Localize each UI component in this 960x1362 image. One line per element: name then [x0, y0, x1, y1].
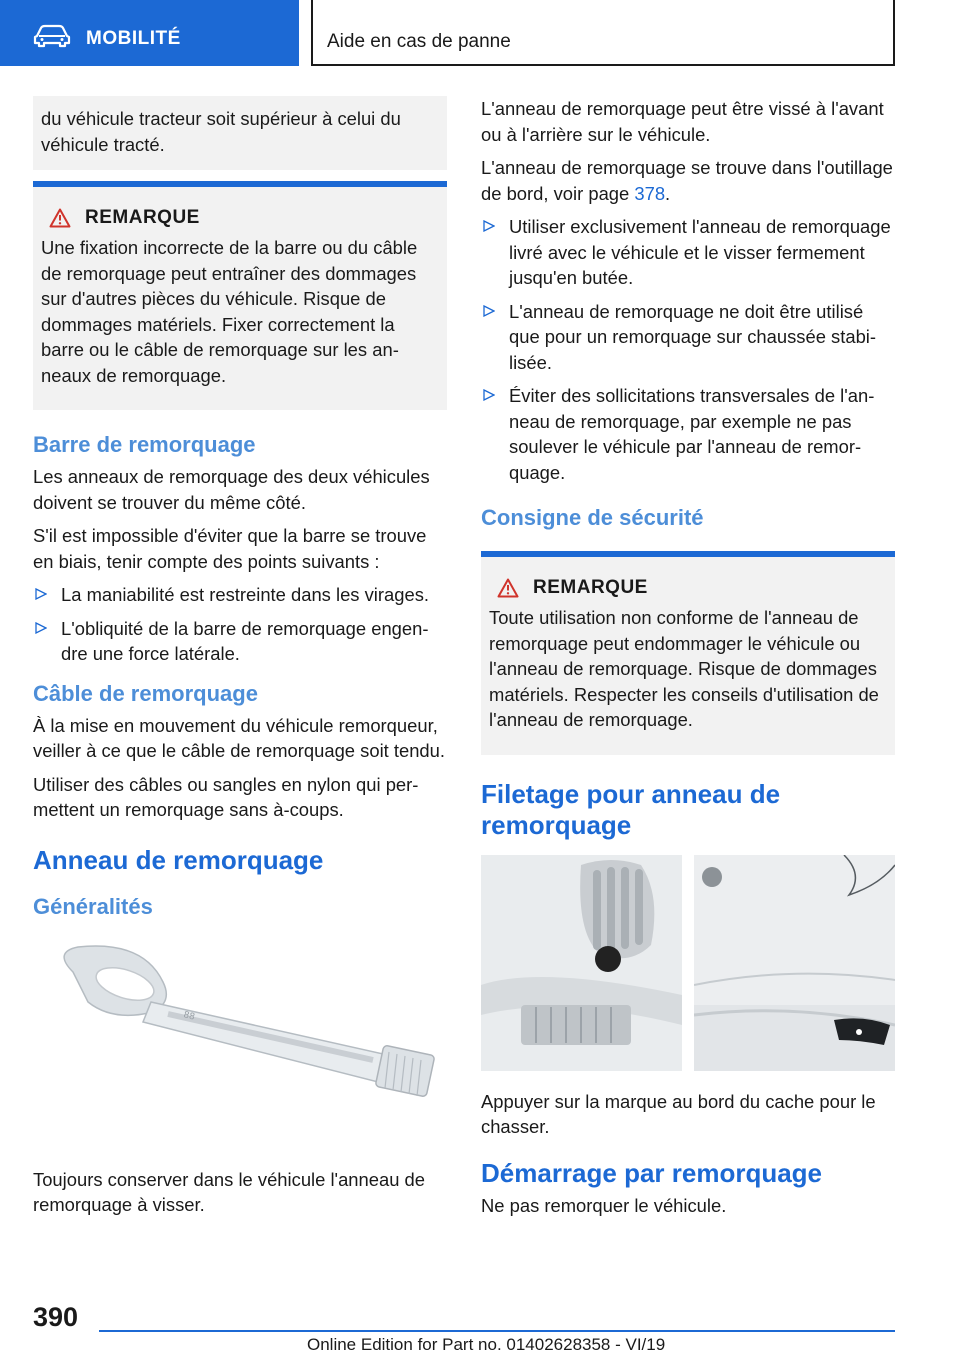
triangle-bullet-icon — [483, 220, 495, 232]
heading-general: Généralités — [33, 893, 153, 919]
thread-photos — [481, 855, 895, 1071]
heading-thread: Filetage pour anneau de remorquage — [481, 778, 781, 840]
paragraph-with-ref: L'anneau de remorquage se trouve dans l'outillage de bord, voir page 378. — [481, 157, 893, 204]
continued-notice — [33, 96, 447, 170]
triangle-bullet-icon — [483, 305, 495, 317]
left-column — [33, 96, 447, 1226]
notice-fixation — [33, 181, 447, 410]
page-reference-link[interactable]: 378 — [634, 182, 666, 204]
list-item: Éviter des sollicitations transversales de l'anneau de remorquage, par exemple ne pas soulever le véhicule par l'anneau de remorquage. — [481, 383, 895, 485]
heading-safety: Consigne de sécurité — [481, 505, 704, 530]
notice-text: Une fixation incorrecte de la barre ou du câble de remorquage peut entraîner des dommages sur d'autres pièces du véhicule. Risque de dommages matériels. Fixer correctement la barre ou le câble de remorquage sur les anneaux de remorquage. — [41, 237, 418, 386]
list-item: L'obliquité de la barre de remorquage engendre une force latérale. — [33, 616, 447, 667]
list-item: La maniabilité est restreinte dans les virages. — [33, 582, 447, 608]
rear-bumper-photo — [694, 855, 895, 1071]
front-bumper-photo — [481, 855, 682, 1071]
notice-title: REMARQUE — [533, 577, 648, 598]
car-icon — [33, 24, 71, 48]
paragraph: Les anneaux de remorquage des deux véhicules doivent se trouver du même côté. — [33, 466, 430, 513]
svg-text:88: 88 — [182, 1009, 196, 1023]
section-tab-label: MOBILITÉ — [86, 28, 181, 49]
tow-ring-illustration — [33, 942, 447, 1152]
notice-header — [41, 207, 439, 229]
heading-tow-bar: Barre de remorquage — [33, 432, 256, 457]
notice-ring-misuse — [481, 551, 895, 755]
list-item: Utiliser exclusivement l'anneau de remorquage livré avec le véhicule et le visser fermement jusqu'en butée. — [481, 214, 895, 291]
edition-note: Online Edition for Part no. 01402628358 - VI/19 — [307, 1335, 666, 1354]
page-number: 390 — [33, 1302, 79, 1332]
chapter-box — [311, 0, 895, 66]
triangle-bullet-icon — [483, 389, 495, 401]
notice-title: REMARQUE — [85, 207, 200, 228]
thread-caption: Appuyer sur la marque au bord du cache pour le chasser. — [481, 1090, 876, 1137]
page-header — [0, 0, 960, 66]
paragraph: À la mise en mouvement du véhicule remorqueur, veiller à ce que le câble de remorquage soit tendu. — [33, 714, 446, 761]
list-item: L'anneau de remorquage ne doit être utilisé que pour un remorquage sur chaussée stabilisée. — [481, 299, 895, 376]
ring-usage-list — [481, 214, 895, 485]
paragraph: L'anneau de remorquage peut être vissé à l'avant ou à l'arrière sur le véhicule. — [481, 98, 884, 145]
continued-notice-text: du véhicule tracteur soit supérieur à celui du véhicule tracté. — [41, 108, 401, 155]
paragraph: S'il est impossible d'éviter que la barre se trouve en biais, tenir compte des points suivants : — [33, 525, 427, 572]
right-column — [481, 96, 895, 1226]
section-tab[interactable] — [0, 0, 299, 66]
heading-tow-ring: Anneau de remorquage — [33, 844, 324, 875]
triangle-bullet-icon — [35, 622, 47, 634]
warning-triangle-icon — [497, 578, 519, 598]
notice-text: Toute utilisation non conforme de l'anneau de remorquage peut endommager le véhicule ou l'anneau de remorquage. Risque de dommages matériels. Respecter les conseils d'utilisation de l'anneau de remorquage. — [489, 607, 879, 730]
chapter-title: Aide en cas de panne — [327, 31, 511, 52]
footer-divider — [99, 1330, 895, 1332]
tow-bar-list — [33, 582, 447, 667]
heading-tow-cable: Câble de remorquage — [33, 680, 258, 706]
notice-header — [489, 577, 887, 599]
hook-caption: Toujours conserver dans le véhicule l'anneau de remorquage à visser. — [33, 1168, 426, 1215]
heading-tow-start: Démarrage par remorquage — [481, 1157, 823, 1188]
triangle-bullet-icon — [35, 588, 47, 600]
paragraph: Ne pas remorquer le véhicule. — [481, 1194, 727, 1216]
warning-triangle-icon — [49, 208, 71, 228]
paragraph: Utiliser des câbles ou sangles en nylon qui permettent un remorquage sans à-coups. — [33, 773, 419, 820]
